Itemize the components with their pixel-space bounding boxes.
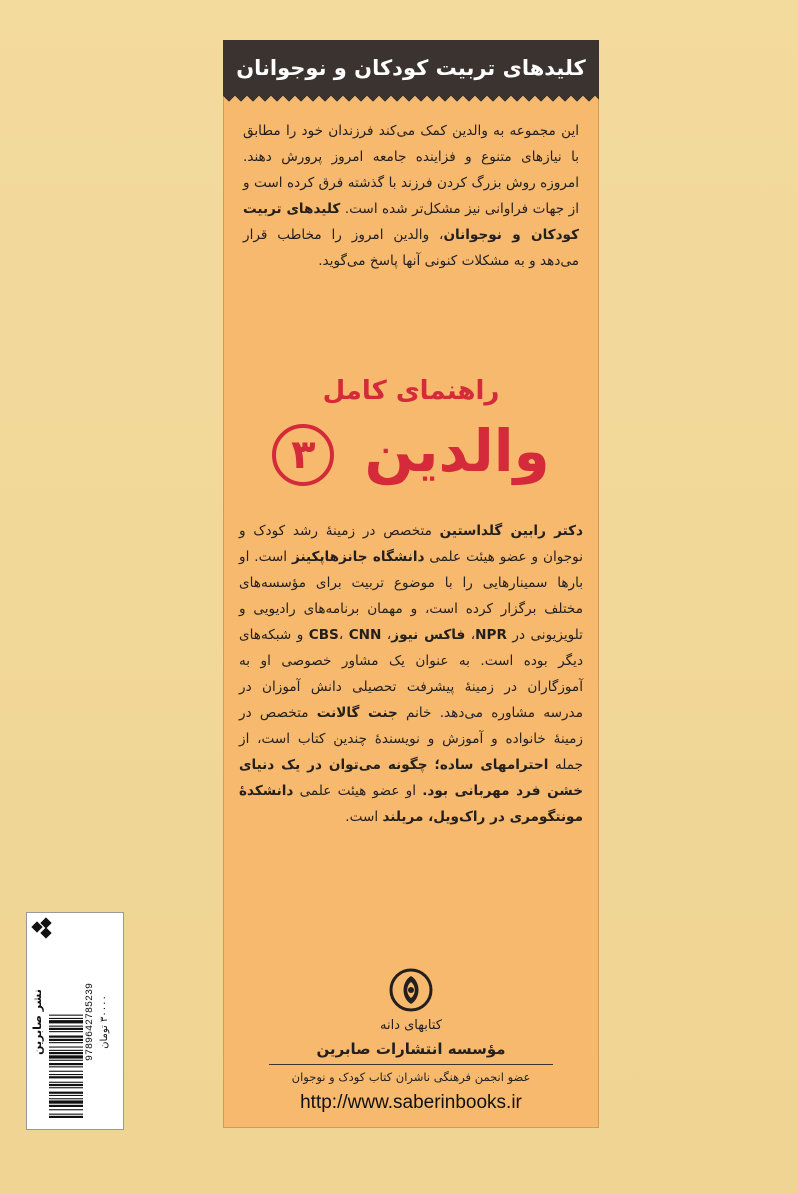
text-segment: ، (338, 627, 349, 643)
bold-segment: دانشگاه جانزهاپکینز (291, 549, 425, 565)
barcode-bar (49, 1095, 83, 1096)
barcode-bar (49, 1018, 83, 1019)
intro-paragraph (243, 118, 579, 274)
publisher-logo-icon (389, 968, 433, 1012)
barcode-price: ۳۰۰۰۰ تومان (99, 995, 110, 1049)
barcode-bar (49, 1047, 83, 1048)
barcode-bar (49, 1060, 83, 1061)
barcode-bar (49, 1105, 83, 1107)
text-segment: و شبکه‌های دیگر بوده است. به عنوان یک مشاور خصوصی او به آموزگاران در زمینهٔ پیشرفت تحصیلی دانش آموزان در مدرسه مشاوره می‌دهد. خانم (239, 627, 583, 721)
barcode-publisher: نشر صابرین (31, 989, 44, 1055)
bold-segment: CBS (308, 627, 339, 643)
subtitle: راهنمای کامل (322, 376, 500, 406)
text-segment: او عضو هیئت علمی (293, 783, 423, 799)
barcode-bar (49, 1055, 83, 1058)
barcode-bar (49, 1109, 83, 1110)
text-segment: ، (465, 627, 476, 643)
barcode-bar (49, 1015, 83, 1016)
text-segment: متخصص در زمینهٔ خانواده و آموزش و نویسندهٔ چندین کتاب است، از جمله (239, 705, 584, 773)
logo-label: کتابهای دانه (380, 1018, 442, 1033)
volume-number-badge: ۳ (272, 424, 334, 486)
bold-segment: کلیدهای تربیت کودکان و نوجوانان (243, 201, 579, 243)
text-segment: ، والدین امروز را مخاطب قرار می‌دهد و به مشکلات کنونی آنها پاسخ می‌گوید. (243, 227, 579, 269)
text-segment: ، (381, 627, 392, 643)
barcode-bar (49, 1087, 83, 1088)
barcode-bar (49, 1036, 83, 1038)
bold-segment: NPR (475, 627, 507, 643)
publisher-name: مؤسسه انتشارات صابرین (316, 1040, 506, 1058)
main-title (223, 416, 599, 486)
footer-divider (269, 1064, 553, 1065)
bold-segment: فاکس نیوز (391, 627, 466, 643)
bold-segment: احترامهای ساده؛ چگونه می‌توان در یک دنیای خشن فرد مهربانی بود. (239, 757, 583, 799)
barcode-bar (49, 1114, 83, 1115)
barcode-bar (49, 1052, 83, 1054)
barcode-bar (49, 1042, 83, 1043)
text-segment: است. (345, 809, 383, 825)
barcode-bar (49, 1074, 83, 1075)
barcode-bar (49, 1116, 83, 1118)
barcode-bar (49, 1082, 83, 1083)
text-segment: متخصص در زمینهٔ رشد کودک و نوجوان و عضو هیئت علمی (239, 523, 583, 565)
text-segment: است. او بارها سمینارهایی را با موضوع تربیت برای مؤسسه‌های مختلف برگزار کرده است، و مهمان برنامه‌های رادیویی و تلویزیونی در (239, 549, 583, 643)
authors-paragraph (239, 518, 583, 830)
barcode-bar (49, 1050, 83, 1051)
series-title: کلیدهای تربیت کودکان و نوجوانان (236, 56, 586, 80)
barcode-bar (49, 1063, 83, 1065)
text-segment: این مجموعه به والدین کمک می‌کند فرزندان خود را مطابق با نیازهای متنوع و فزاینده جامعه امروز پرورش دهند. امروزه روش بزرگ کردن فرزند با گذشته فرق کرده است و از جهات فراوانی نیز مشکل‌تر شده است. (243, 123, 579, 217)
publisher-url[interactable]: http://www.saberinbooks.ir (300, 1092, 522, 1113)
barcode-bar (49, 1028, 83, 1030)
barcode-rotated (31, 917, 121, 1127)
membership-text: عضو انجمن فرهنگی ناشران کتاب کودک و نوجوان (291, 1070, 531, 1084)
main-title-text: والدین (364, 417, 550, 485)
barcode-bar (49, 1092, 83, 1094)
bold-segment: دانشکدهٔ مونتگومری در راک‌ویل، مریلند (239, 783, 583, 825)
barcode-bar (49, 1098, 83, 1099)
barcode-bar (49, 1100, 83, 1103)
content-panel (223, 40, 599, 1128)
bold-segment: دکتر رابین گلداستین (439, 523, 583, 539)
barcode-bar (49, 1076, 83, 1078)
barcode-bar (49, 1031, 83, 1032)
bold-segment: CNN (348, 627, 382, 643)
barcode-bar (49, 1020, 83, 1023)
barcode-bar (49, 1066, 83, 1067)
barcode-sticker (26, 912, 124, 1130)
barcode-bar (49, 1084, 83, 1086)
barcode-bars (49, 922, 83, 1122)
barcode-bar (49, 1039, 83, 1041)
zigzag-divider (223, 96, 599, 106)
barcode-isbn: 9789642785239 (85, 983, 96, 1062)
series-title-bar (223, 40, 599, 96)
barcode-bar (49, 1026, 83, 1027)
barcode-bar (49, 1071, 83, 1072)
bold-segment: جنت گالانت (316, 705, 398, 721)
